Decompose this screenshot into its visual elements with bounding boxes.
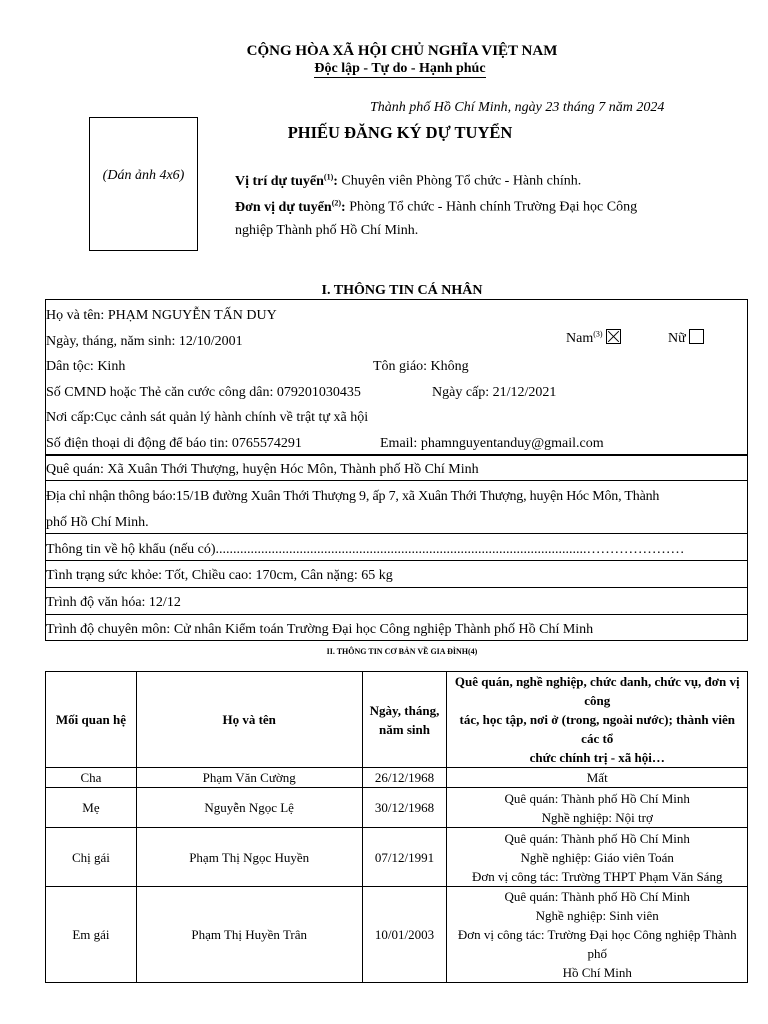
nation-heading: CỘNG HÒA XÃ HỘI CHỦ NGHĨA VIỆT NAM — [246, 43, 558, 59]
gender-female: Nữ — [668, 329, 704, 347]
table-row — [46, 887, 748, 983]
phone: Số điện thoại di động để báo tin: 0765574291 — [46, 436, 302, 451]
name-cell: Phạm Văn Cường — [136, 768, 362, 788]
form-title: PHIẾU ĐĂNG KÝ DỰ TUYỂN — [287, 123, 513, 142]
issue-date: Ngày cấp: 21/12/2021 — [432, 385, 557, 400]
info-cell: Mất — [447, 768, 748, 788]
header-info: Quê quán, nghề nghiệp, chức danh, chức vụ, đơn vị công tác, học tập, nơi ở (trong, ngoài nước); thành viên các tổ chức chính trị - xã hội… — [447, 672, 748, 768]
name-cell: Phạm Thị Huyền Trân — [136, 887, 362, 983]
photo-placeholder — [89, 117, 198, 251]
dob-cell: 30/12/1968 — [362, 788, 447, 828]
full-name: Họ và tên: PHẠM NGUYỄN TẤN DUY — [46, 308, 277, 323]
email: Email: phamnguyentanduy@gmail.com — [380, 436, 604, 451]
female-checkbox[interactable] — [689, 329, 704, 344]
issue-place: Nơi cấp:Cục cảnh sát quản lý hành chính về trật tự xã hội — [46, 410, 369, 425]
qualification: Trình độ chuyên môn: Cử nhân Kiểm toán Trường Đại học Công nghiệp Thành phố Hồ Chí Minh — [46, 622, 594, 637]
dob-cell: 07/12/1991 — [362, 828, 447, 887]
id-number: Số CMND hoặc Thẻ căn cước công dân: 079201030435 — [46, 385, 361, 400]
address-line-1: Địa chỉ nhận thông báo:15/1B đường Xuân Thới Thượng 9, ấp 7, xã Xuân Thới Thượng, huyện Hóc Môn, Thành — [46, 489, 660, 504]
divider — [45, 614, 748, 615]
position-value: Chuyên viên Phòng Tổ chức - Hành chính. — [341, 173, 582, 189]
name-cell: Nguyễn Ngọc Lệ — [136, 788, 362, 828]
health-status: Tình trạng sức khỏe: Tốt, Chiều cao: 170cm, Cân nặng: 65 kg — [46, 568, 393, 583]
religion: Tôn giáo: Không — [373, 359, 469, 374]
divider — [45, 480, 748, 481]
dob-cell: 26/12/1968 — [362, 768, 447, 788]
unit-value: Phòng Tổ chức - Hành chính Trường Đại học Công — [349, 199, 638, 215]
dob-cell: 10/01/2003 — [362, 887, 447, 983]
section-family-title: II. THÔNG TIN CƠ BẢN VỀ GIA ĐÌNH(4) — [326, 647, 478, 656]
info-cell: Quê quán: Thành phố Hồ Chí Minh Nghề nghiệp: Giáo viên Toán Đơn vị công tác: Trường THPT Phạm Văn Sáng — [447, 828, 748, 887]
relation-cell: Mẹ — [46, 788, 137, 828]
header-name: Họ và tên — [136, 672, 362, 768]
household-info: Thông tin về hộ khẩu (nếu có)..........................................................................................................………………… — [46, 542, 685, 557]
photo-label: (Dán ảnh 4x6) — [102, 168, 185, 183]
divider — [45, 454, 748, 456]
header-dob: Ngày, tháng, năm sinh — [362, 672, 447, 768]
motto: Độc lập - Tự do - Hạnh phúc — [314, 61, 486, 76]
address-line-2: phố Hồ Chí Minh. — [46, 515, 149, 530]
table-row — [46, 828, 748, 887]
gender-male: Nam$^{(3)}$ — [566, 329, 621, 347]
relation-cell: Chị gái — [46, 828, 137, 887]
position-line: Vị trí dự tuyển$^{(1)}$: Chuyên viên Phòng Tổ chức - Hành chính. — [235, 172, 582, 189]
family-table — [45, 671, 748, 983]
ethnicity: Dân tộc: Kinh — [46, 359, 126, 374]
unit-line-2: nghiệp Thành phố Hồ Chí Minh. — [235, 223, 419, 238]
info-cell: Quê quán: Thành phố Hồ Chí Minh Nghề nghiệp: Nội trợ — [447, 788, 748, 828]
info-cell: Quê quán: Thành phố Hồ Chí Minh Nghề nghiệp: Sinh viên Đơn vị công tác: Trường Đại học Công nghiệp Thành phố Hồ Chí Minh — [447, 887, 748, 983]
general-education: Trình độ văn hóa: 12/12 — [46, 595, 181, 610]
table-row — [46, 768, 748, 788]
divider — [45, 587, 748, 588]
table-header-row — [46, 672, 748, 768]
unit-line: Đơn vị dự tuyển$^{(2)}$: Phòng Tổ chức - Hành chính Trường Đại học Công — [235, 198, 638, 215]
date-of-birth: Ngày, tháng, năm sinh: 12/10/2001 — [46, 334, 243, 349]
name-cell: Phạm Thị Ngọc Huyền — [136, 828, 362, 887]
relation-cell: Cha — [46, 768, 137, 788]
divider — [45, 560, 748, 561]
header-relation: Mối quan hệ — [46, 672, 137, 768]
section-personal-title: I. THÔNG TIN CÁ NHÂN — [321, 283, 483, 298]
table-row — [46, 788, 748, 828]
relation-cell: Em gái — [46, 887, 137, 983]
place-date: Thành phố Hồ Chí Minh, ngày 23 tháng 7 năm 2024 — [370, 100, 665, 115]
male-checkbox[interactable] — [606, 329, 621, 344]
hometown: Quê quán: Xã Xuân Thới Thượng, huyện Hóc Môn, Thành phố Hồ Chí Minh — [46, 462, 479, 477]
divider — [45, 533, 748, 534]
